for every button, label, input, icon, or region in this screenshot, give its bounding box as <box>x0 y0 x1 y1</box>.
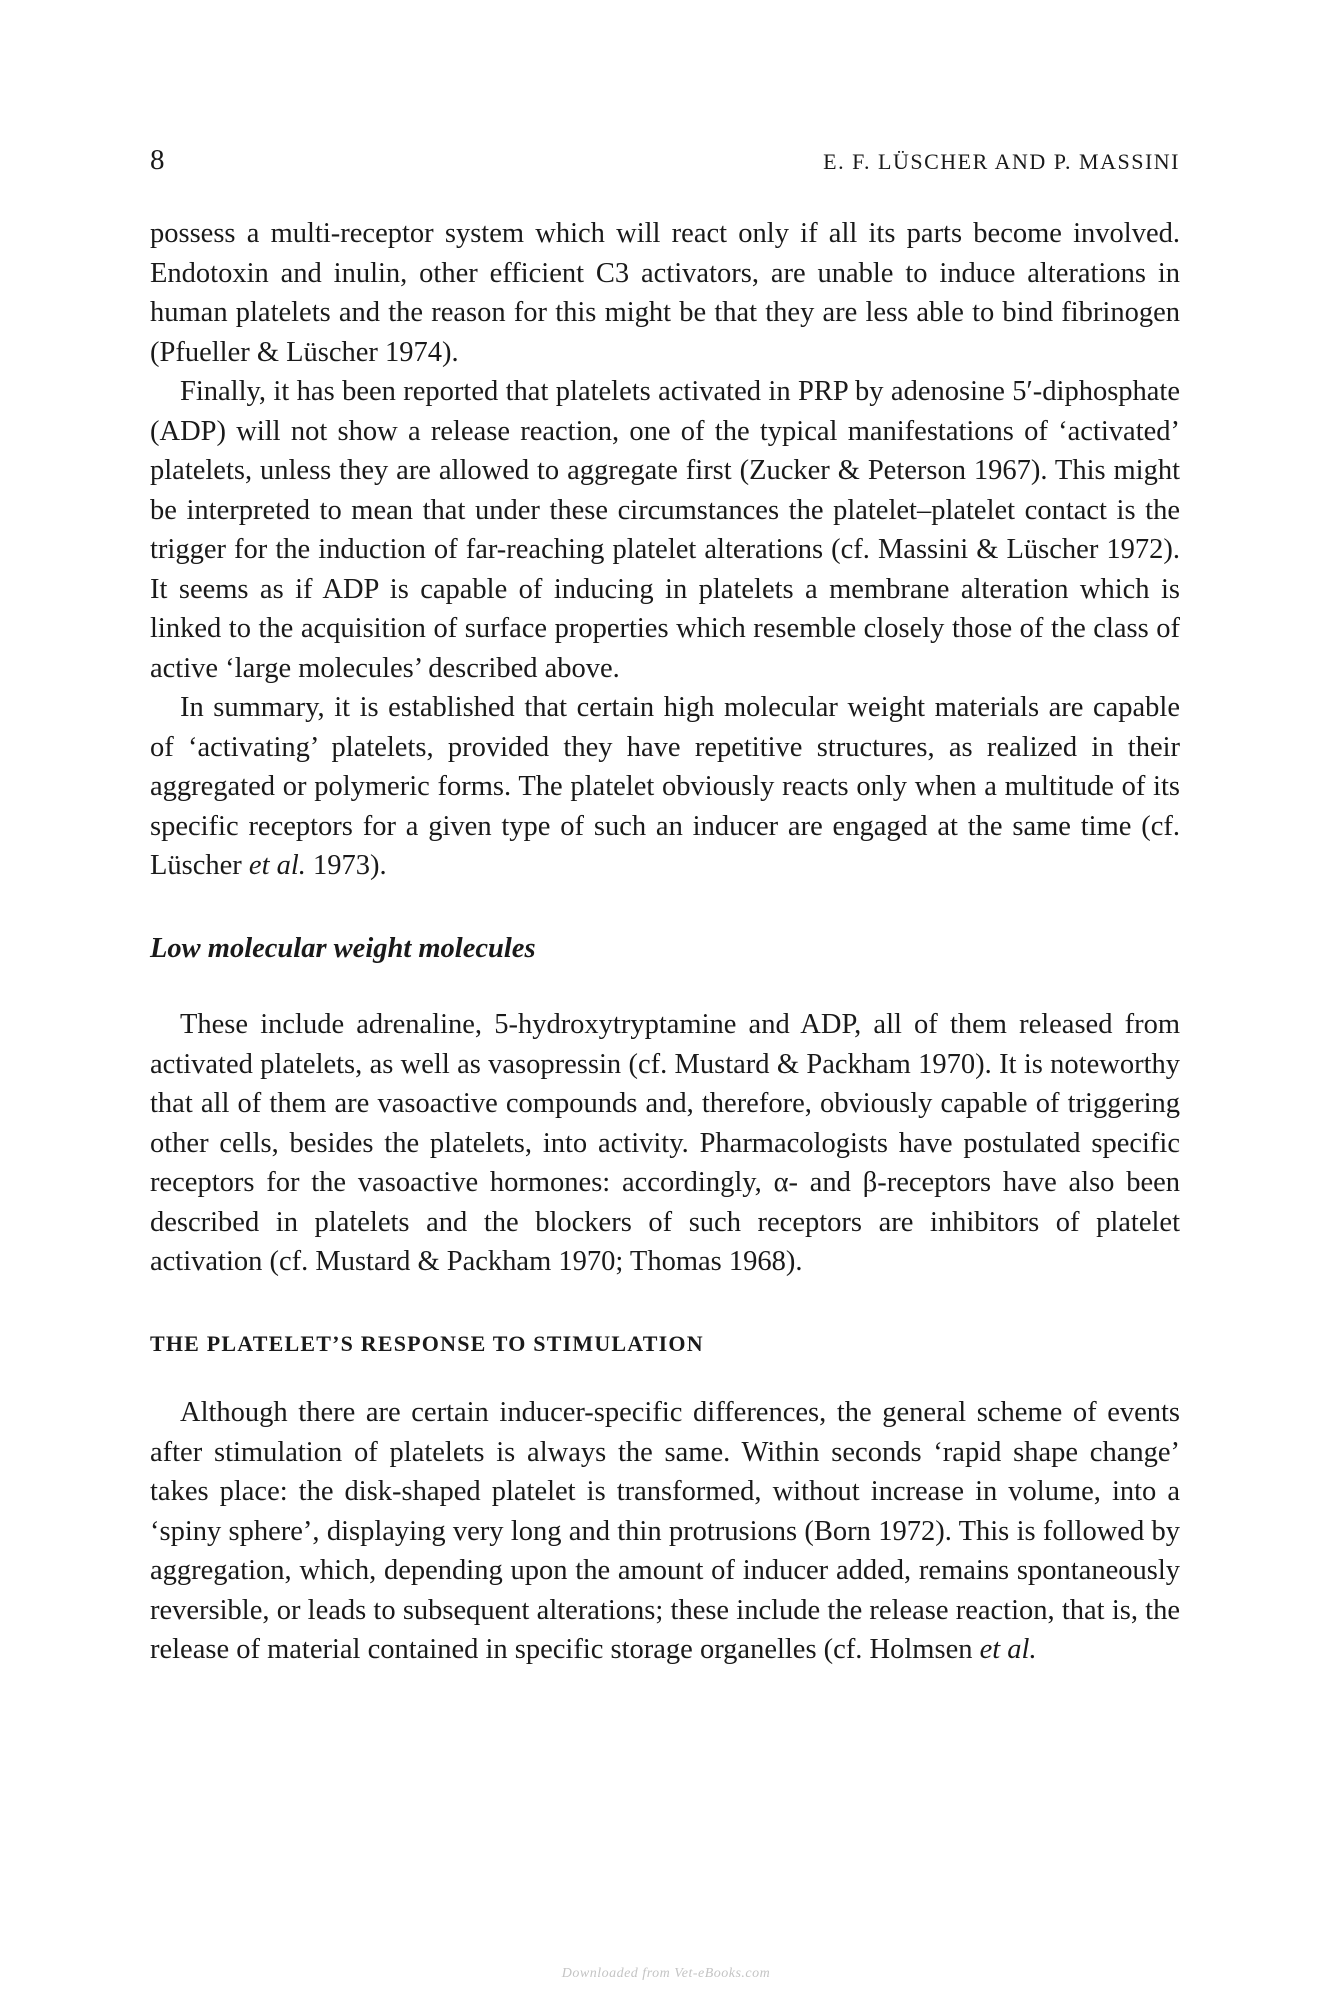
paragraph-3-text: In summary, it is established that certain high molecular weight materials are capable of ‘activating’ platelets, provided they have repetitive structures, as realized in their aggregated or polymeric forms. The platelet obviously reacts only when a multitude of its specific receptors for a given type of such an inducer are engaged at the same time (cf. Lüscher <box>150 692 1180 881</box>
paragraph-3-end: 1973). <box>305 850 387 881</box>
download-watermark: Downloaded from Vet-eBooks.com <box>561 1966 771 1981</box>
section-heading-response: THE PLATELET’S RESPONSE TO STIMULATION <box>150 1330 704 1356</box>
paragraph-3 <box>150 688 1180 886</box>
paragraph-2: Finally, it has been reported that platelets activated in PRP by adenosine 5′-diphosphate (ADP) will not show a release reaction, one of the typical manifestations of ‘activated’ platelets, unless they are allowed to aggregate first (Zucker & Peterson 1967). This might be interpreted to mean that under these circumstances the platelet–platelet contact is the trigger for the induction of far-reaching platelet alterations (cf. Massini & Lüscher 1972). It seems as if ADP is capable of inducing in platelets a membrane alteration which is linked to the acquisition of surface properties which resemble closely those of the class of active ‘large molecules’ described above. <box>150 376 1180 684</box>
paragraph-5-et-al: et al. <box>979 1634 1037 1665</box>
paragraph-5-text: Although there are certain inducer-specific differences, the general scheme of events after stimulation of platelets is always the same. Within seconds ‘rapid shape change’ takes place: the disk-shaped platelet is transformed, without increase in volume, into a ‘spiny sphere’, displaying very long and thin protrusions (Born 1972). This is followed by aggregation, which, depending upon the amount of inducer added, remains spontaneously reversible, or leads to subsequent alterations; these include the release reaction, that is, the release of material contained in specific storage organelles (cf. Holmsen <box>150 1397 1180 1665</box>
paragraph-5 <box>150 1393 1180 1670</box>
paragraph-4: These include adrenaline, 5-hydroxytryptamine and ADP, all of them released from activated platelets, as well as vasopressin (cf. Mustard & Packham 1970). It is noteworthy that all of them are vasoactive compounds and, therefore, obviously capable of triggering other cells, besides the platelets, into activity. Pharmacologists have postulated specific receptors for the vasoactive hormones: accordingly, α- and β-receptors have also been described in platelets and the blockers of such receptors are inhibitors of platelet activation (cf. Mustard & Packham 1970; Thomas 1968). <box>150 1009 1180 1277</box>
section-heading-low-molecular: Low molecular weight molecules <box>150 932 536 964</box>
running-title: E. F. LÜSCHER AND P. MASSINI <box>823 149 1180 174</box>
running-head <box>150 140 1180 180</box>
page-number: 8 <box>150 144 165 176</box>
paragraph-1: possess a multi-receptor system which will react only if all its parts become involved. Endotoxin and inulin, other efficient C3 activators, are unable to induce alterations in human platelets and the reason for this might be that they are less able to bind fibrinogen (Pfueller & Lüscher 1974). <box>150 218 1180 368</box>
paragraph-3-et-al: et al. <box>248 850 306 881</box>
body-text <box>150 214 1180 1670</box>
